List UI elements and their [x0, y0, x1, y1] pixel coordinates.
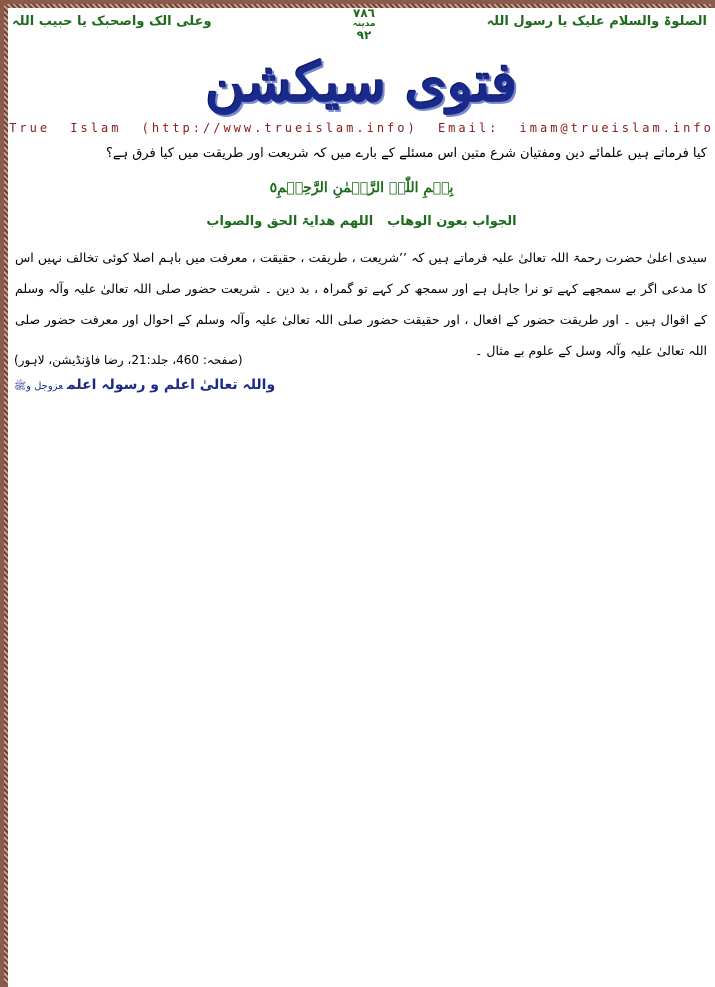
date-mid: مدینہ — [352, 19, 376, 29]
closing-text: واللہ تعالیٰ اعلم و رسولہ اعلم — [67, 377, 276, 393]
page-content — [8, 8, 715, 987]
date-top: ٧٨٦ — [353, 6, 375, 20]
answer-heading — [8, 214, 715, 229]
date-block — [344, 8, 384, 41]
page-title: فتوی سیکشن — [205, 50, 518, 114]
answer-heading-part2: اللھم ھدایۃ الحق والصواب — [206, 214, 374, 229]
salutation-right: الصلوۃ والسلام علیک یا رسول اللہ — [486, 14, 707, 29]
salutation-left: وعلی الک واصحبک یا حبیب اللہ — [12, 14, 212, 29]
site-info-line: True Islam (http://www.trueislam.info) Email: imam@trueislam.info — [9, 121, 714, 135]
answer-heading-part1: الجواب بعون الوھاب — [387, 214, 517, 229]
honorific-symbol: عزوجل وﷺ — [14, 381, 64, 392]
closing-line — [14, 377, 275, 394]
fatwa-question: کیا فرماتے ہیں علمائے دین ومفتیان شرع متین اس مسئلے کے بارے میں کہ شریعت اور طریقت میں کیا فرق ہے؟ — [105, 146, 707, 161]
answer-body: سیدی اعلیٰ حضرت رحمۃ اللہ تعالیٰ علیہ فرماتے ہیں کہ ’’شریعت ، طریقت ، حقیقت ، معرفت میں باہم اصلا کوئی تخالف نہیں اس کا مدعی اگر بے سمجھے کہے تو نرا جاہل ہے اور سمجھ کر کہے تو گمراہ ، بد دین ۔ شریعت حضور صلی اللہ تعالیٰ علیہ وآلہ وسلم کے اقوال ہیں ۔ اور طریقت حضور کے افعال ، اور حقیقت حضور صلی اللہ تعالیٰ علیہ وآلہ وسلم کے احوال اور معرفت حضور صلی اللہ تعالیٰ علیہ وآلہ وسل کے علوم بے مثال ۔ — [15, 250, 707, 358]
date-bottom: ٩٢ — [356, 28, 372, 42]
bismillah: بِسۡمِ اللّٰہِ الرَّحۡمٰنِ الرَّحِیۡمِ٥ — [269, 180, 454, 196]
book-reference: (صفحہ: 460، جلد:21، رضا فاؤنڈیشن، لاہور) — [14, 353, 243, 367]
